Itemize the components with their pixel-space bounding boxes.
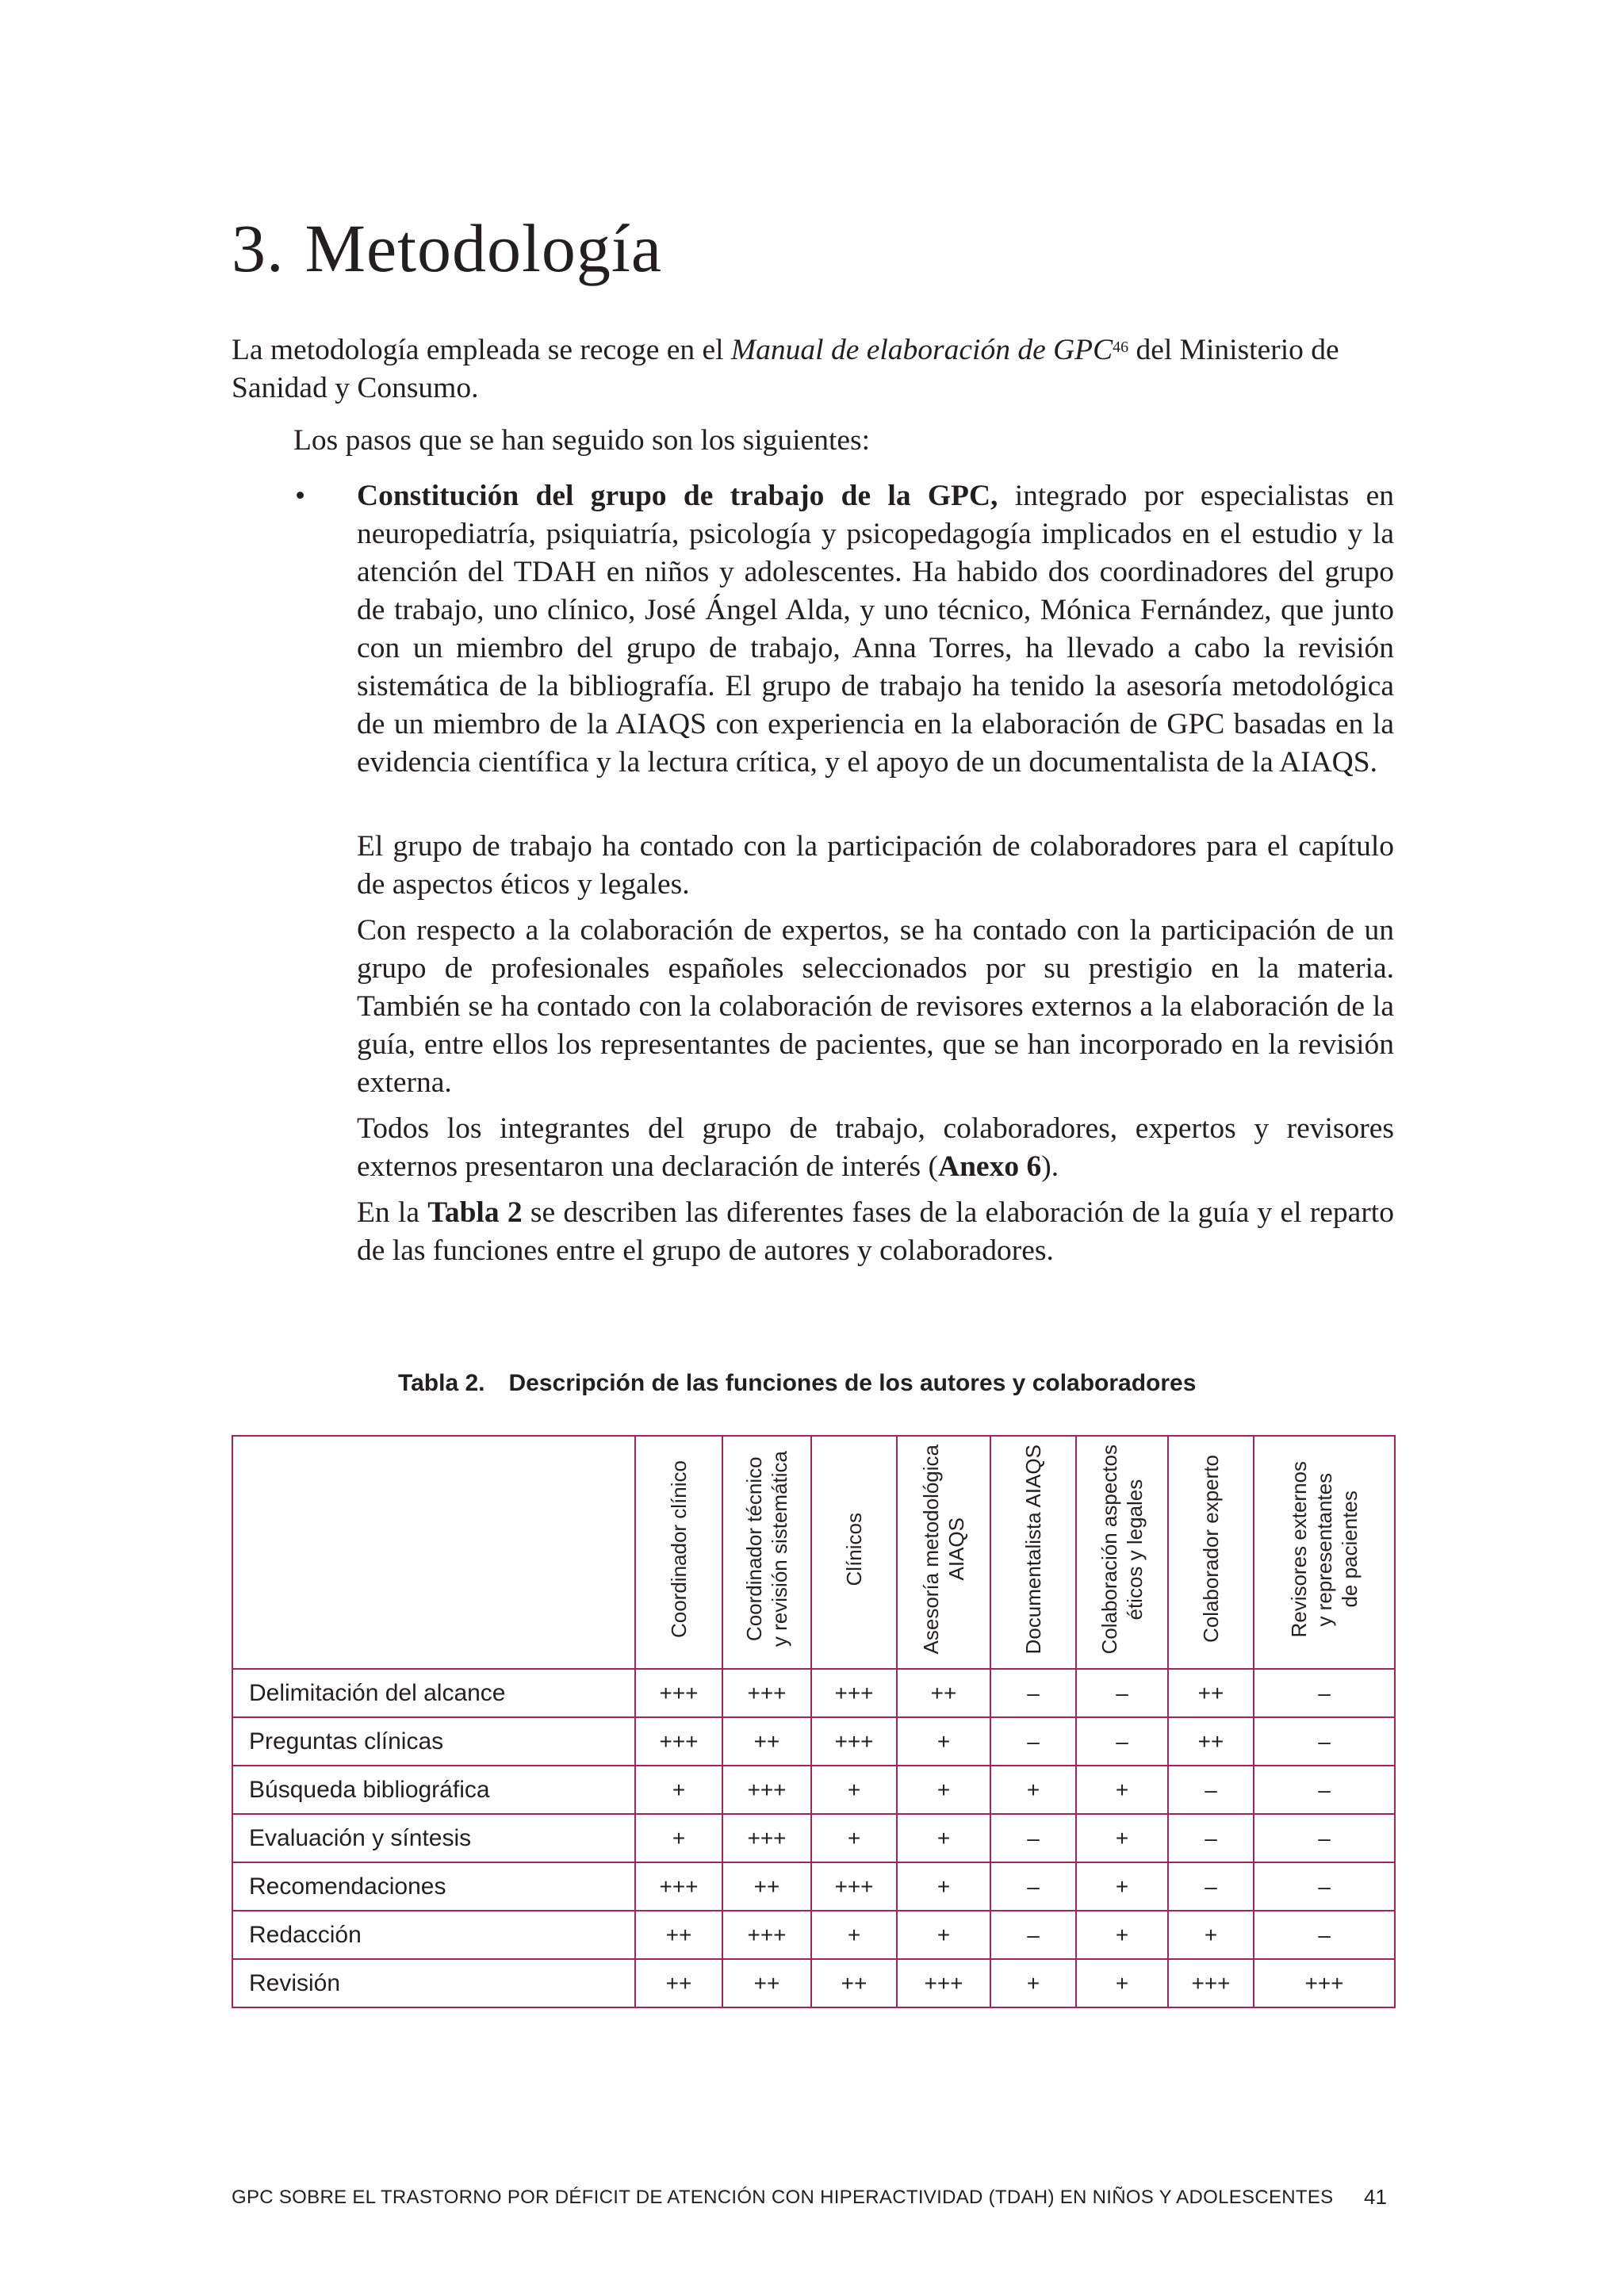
- p5-text-end: se describen las diferentes fases de la elaboración de la guía y el reparto de las funciones entre el grupo de autores y colaboradores.: [357, 1196, 1394, 1267]
- table-cell: +++: [722, 1911, 811, 1959]
- table-cell: +: [897, 1717, 990, 1766]
- table-row: [232, 1717, 1395, 1766]
- table-cell: –: [990, 1717, 1076, 1766]
- row-label: Recomendaciones: [232, 1862, 635, 1911]
- table-cell: +++: [1168, 1959, 1254, 2007]
- column-header: [811, 1436, 897, 1669]
- column-header-line: Colaborador experto: [1199, 1455, 1223, 1644]
- column-header-line: Colaboración aspectos: [1097, 1444, 1121, 1655]
- table-cell: +: [1076, 1911, 1168, 1959]
- table-cell: –: [1254, 1911, 1395, 1959]
- column-header-label: [1021, 1445, 1046, 1654]
- page-number: 41: [1364, 2185, 1387, 2209]
- bullet-heading: Constitución del grupo de trabajo de la GPC,: [357, 480, 998, 512]
- table-cell: +: [990, 1959, 1076, 2007]
- column-header-line: AIAQS: [944, 1517, 968, 1581]
- table-cell: +: [897, 1911, 990, 1959]
- table-cell: ++: [811, 1959, 897, 2007]
- table-cell: +++: [897, 1959, 990, 2007]
- column-header-line: Coordinador clínico: [667, 1460, 691, 1638]
- table-row: [232, 1814, 1395, 1862]
- table-cell: –: [1254, 1766, 1395, 1814]
- column-header-label: [741, 1451, 792, 1647]
- empty-corner-cell: [232, 1436, 635, 1669]
- row-label: Búsqueda bibliográfica: [232, 1766, 635, 1814]
- table-cell: –: [1254, 1669, 1395, 1717]
- experts-paragraph: Con respecto a la colaboración de expertos, se ha contado con la participación de un grupo de profesionales españoles seleccionados por su prestigio en la materia. También se ha contado con la colaboración de revisores externos a la elaboración de la guía, entre ellos los representantes de pacientes, que se han incorporado en la revisión externa.: [357, 914, 1394, 1099]
- table-cell: +: [635, 1766, 722, 1814]
- reference-superscript: 46: [1113, 339, 1129, 356]
- table-cell: +++: [635, 1862, 722, 1911]
- table-cell: +: [1076, 1959, 1168, 2007]
- table-cell: +: [811, 1911, 897, 1959]
- column-header-label: [918, 1445, 969, 1654]
- table-cell: +: [811, 1814, 897, 1862]
- table-cell: –: [990, 1911, 1076, 1959]
- column-header: [990, 1436, 1076, 1669]
- column-header-line: Documentalista AIAQS: [1021, 1444, 1045, 1655]
- intro-text-end: del Ministerio de Sanidad y Consumo.: [232, 334, 1339, 404]
- table-cell: +++: [811, 1669, 897, 1717]
- collaborators-paragraph: El grupo de trabajo ha contado con la participación de colaboradores para el capítulo de aspectos éticos y legales.: [357, 830, 1394, 901]
- column-header-label: [666, 1460, 691, 1638]
- table-cell: +++: [722, 1766, 811, 1814]
- table-cell: +++: [1254, 1959, 1395, 2007]
- table-cell: +++: [635, 1669, 722, 1717]
- table-cell: ++: [897, 1669, 990, 1717]
- table-cell: +: [990, 1766, 1076, 1814]
- column-header-line: de pacientes: [1338, 1490, 1362, 1608]
- table-cell: +: [811, 1766, 897, 1814]
- column-header-line: Revisores externos: [1287, 1460, 1311, 1638]
- table-row: [232, 1766, 1395, 1814]
- column-header-line: Clínicos: [842, 1512, 866, 1586]
- column-header-line: éticos y legales: [1123, 1479, 1147, 1620]
- row-label: Revisión: [232, 1959, 635, 2007]
- table-cell: ++: [635, 1959, 722, 2007]
- column-header-line: y revisión sistemática: [768, 1451, 791, 1647]
- table-cell: ++: [1168, 1669, 1254, 1717]
- table-row: [232, 1862, 1395, 1911]
- table-cell: +++: [811, 1717, 897, 1766]
- table-header-row: [232, 1436, 1395, 1669]
- steps-lead: Los pasos que se han seguido son los siguientes:: [293, 424, 871, 457]
- column-header: [1168, 1436, 1254, 1669]
- functions-table: [232, 1435, 1396, 2008]
- footer-running-title: GPC SOBRE EL TRASTORNO POR DÉFICIT DE ATENCIÓN CON HIPERACTIVIDAD (TDAH) EN NIÑOS Y ADOLESCENTES: [232, 2187, 1334, 2208]
- table-cell: +: [1168, 1911, 1254, 1959]
- table-cell: –: [1168, 1766, 1254, 1814]
- table-cell: –: [1254, 1814, 1395, 1862]
- column-header-line: Coordinador técnico: [742, 1456, 766, 1642]
- row-label: Delimitación del alcance: [232, 1669, 635, 1717]
- table-cell: ++: [635, 1911, 722, 1959]
- table-body: [232, 1669, 1395, 2007]
- table-cell: +: [897, 1814, 990, 1862]
- section-title: Metodología: [304, 210, 662, 286]
- p4-text-end: ).: [1041, 1150, 1059, 1183]
- intro-paragraph: [232, 331, 1394, 408]
- section-number: 3.: [232, 210, 285, 286]
- table-caption-text: Descripción de las funciones de los autores y colaboradores: [508, 1370, 1197, 1396]
- column-header: [722, 1436, 811, 1669]
- page-title: [232, 210, 662, 286]
- table-cell: +: [1076, 1862, 1168, 1911]
- table-cell: –: [990, 1814, 1076, 1862]
- bullet-paragraph: [357, 477, 1394, 782]
- table-cell: +++: [635, 1717, 722, 1766]
- table-cell: +++: [722, 1669, 811, 1717]
- table-cell: +: [1076, 1766, 1168, 1814]
- manual-title: Manual de elaboración de GPC: [730, 334, 1113, 366]
- column-header-line: Asesoría metodológica: [919, 1444, 943, 1655]
- table-cell: +++: [722, 1814, 811, 1862]
- table-row: [232, 1911, 1395, 1959]
- table-cell: ++: [722, 1959, 811, 2007]
- table-cell: ++: [1168, 1717, 1254, 1766]
- row-label: Evaluación y síntesis: [232, 1814, 635, 1862]
- table-cell: –: [1168, 1862, 1254, 1911]
- bullet-text: integrado por especialistas en neuropediatría, psiquiatría, psicología y psicopedagogía implicados en el estudio y la atención del TDAH en niños y adolescentes. Ha habido dos coordinadores del grupo de trabajo, uno clínico, José Ángel Alda, y uno técnico, Mónica Fernández, que junto con un miembro del grupo de trabajo, Anna Torres, ha llevado a cabo la revisión sistemática de la bibliografía. El grupo de trabajo ha tenido la asesoría metodológica de un miembro de la AIAQS con experiencia en la elaboración de GPC basadas en la evidencia científica y la lectura crítica, y el apoyo de un documentalista de la AIAQS.: [357, 480, 1394, 779]
- column-header-label: [1286, 1461, 1362, 1638]
- table-row: [232, 1959, 1395, 2007]
- table-row: [232, 1669, 1395, 1717]
- column-header-label: [1198, 1455, 1224, 1643]
- row-label: Redacción: [232, 1911, 635, 1959]
- table-cell: ++: [722, 1862, 811, 1911]
- column-header: [1076, 1436, 1168, 1669]
- table-cell: ++: [722, 1717, 811, 1766]
- bullet-icon: •: [295, 480, 306, 512]
- table-cell: –: [990, 1669, 1076, 1717]
- table-cell: +: [897, 1862, 990, 1911]
- interest-declaration-paragraph: [357, 1110, 1394, 1186]
- column-header-label: [1097, 1445, 1147, 1655]
- table-caption-label: Tabla 2.: [398, 1370, 485, 1396]
- table-cell: +: [1076, 1814, 1168, 1862]
- table-cell: –: [1254, 1717, 1395, 1766]
- intro-text: La metodología empleada se recoge en el: [232, 334, 731, 366]
- annex-reference: Anexo 6: [938, 1150, 1042, 1183]
- column-header-label: [841, 1513, 867, 1586]
- table-reference: Tabla 2: [427, 1196, 523, 1229]
- table-cell: +: [897, 1766, 990, 1814]
- table-cell: +: [635, 1814, 722, 1862]
- table-cell: –: [1076, 1669, 1168, 1717]
- table-cell: +++: [811, 1862, 897, 1911]
- p4-text: Todos los integrantes del grupo de trabajo, colaboradores, expertos y revisores externos presentaron una declaración de interés (: [357, 1112, 1394, 1183]
- table-caption: [398, 1368, 1196, 1399]
- table-cell: –: [1076, 1717, 1168, 1766]
- table-cell: –: [1168, 1814, 1254, 1862]
- row-label: Preguntas clínicas: [232, 1717, 635, 1766]
- column-header: [1254, 1436, 1395, 1669]
- p5-text: En la: [357, 1196, 428, 1229]
- column-header: [897, 1436, 990, 1669]
- table-cell: –: [990, 1862, 1076, 1911]
- column-header-line: y representantes: [1312, 1472, 1336, 1626]
- table-cell: –: [1254, 1862, 1395, 1911]
- column-header: [635, 1436, 722, 1669]
- table-intro-paragraph: [357, 1194, 1394, 1270]
